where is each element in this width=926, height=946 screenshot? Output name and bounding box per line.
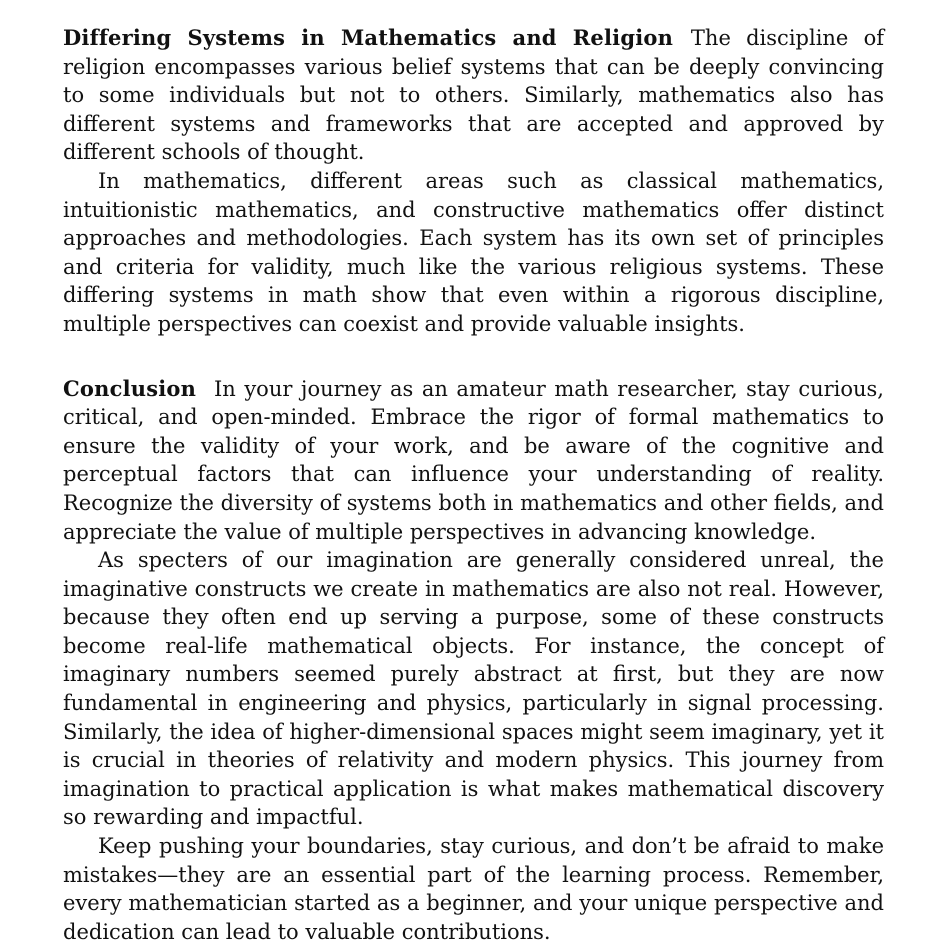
paragraph: As specters of our imagination are generally considered unreal, the imaginative constructs we create in mathematics are also not real. However, because they often end up serving a purpose, some of these constructs become real-life mathematical objects. For instance, the concept of imaginary numbers seemed purely abstract at first, but they are now fundamental in engineering and physics, particularly in signal processing. Similarly, the idea of higher-dimensional spaces might seem imaginary, yet it is crucial in theories of relativity and modern physics. This journey from imagination to practical application is what makes mathematical discovery so rewarding and impactful.	[63, 548, 884, 830]
section-conclusion	[63, 375, 884, 946]
paragraph: In mathematics, different areas such as classical mathematics, intuitionistic mathematics, and constructive mathematics offer distinct approaches and methodologies. Each system has its own set of principles and criteria for validity, much like the various religious systems. These differing systems in math show that even within a rigorous discipline, multiple perspectives can coexist and provide valuable insights.	[63, 168, 884, 336]
paragraph-text: The discipline of religion encompasses various belief systems that can be deeply convincing to some individuals but not to others. Similarly, mathematics also has different systems and frameworks that are accepted and approved by different schools of thought.	[63, 26, 885, 165]
section-differing-systems	[63, 24, 884, 339]
section-heading-conclusion: Conclusion	[63, 375, 197, 401]
paragraph	[63, 24, 884, 167]
paragraph-text: In your journey as an amateur math researcher, stay curious, critical, and open-minded. Embrace the rigor of formal mathematics to ensure the validity of your work, and be aware of the cognitive and perceptual factors that can influence your understanding of reality. Recognize the diversity of systems both in mathematics and other fields, and appreciate the value of multiple perspectives in advancing knowledge.	[63, 376, 884, 544]
paragraph	[63, 375, 884, 547]
paragraph: Keep pushing your boundaries, stay curious, and don’t be afraid to make mistakes—they are an essential part of the learning process. Remember, every mathematician started as a beginner, and your unique perspective and dedication can lead to valuable contributions.	[63, 834, 884, 944]
section-heading-differing-systems: Differing Systems in Mathematics and Religion	[63, 25, 674, 50]
